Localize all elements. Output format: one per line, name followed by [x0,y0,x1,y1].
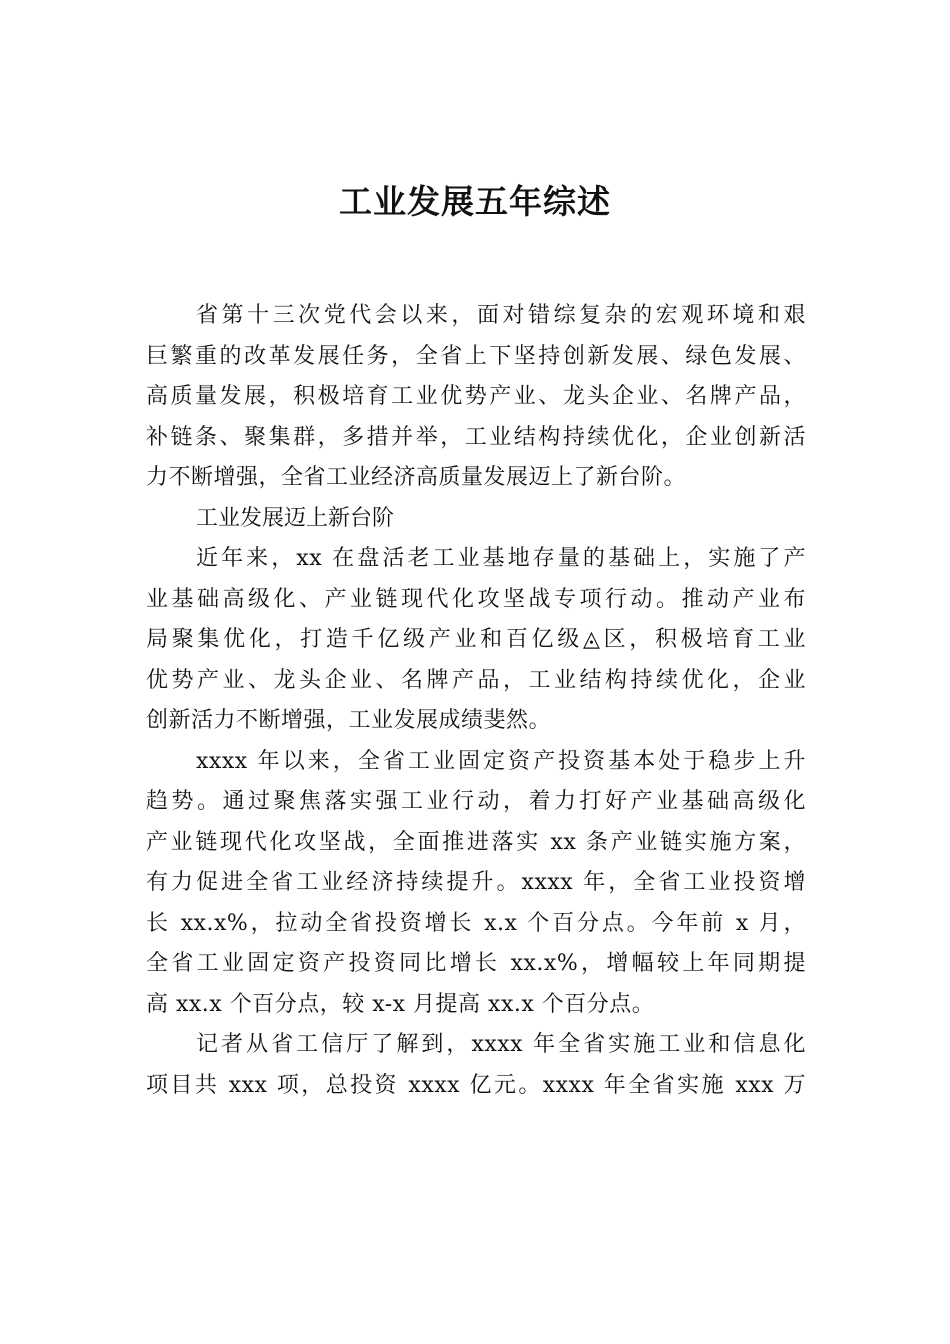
paragraph-line: 趋势。通过聚焦落实强工业行动，着力打好产业基础高级化 [146,789,806,814]
paragraph-line: 项目共 xxx 项，总投资 xxxx 亿元。xxxx 年全省实施 xxx 万 [146,1072,806,1098]
paragraph-line: 力不断增强，全省工业经济高质量发展迈上了新台阶。 [146,465,687,490]
paragraph-line: 巨繁重的改革发展任务，全省上下坚持创新发展、绿色发展、 [146,343,806,369]
paragraph-projects [146,1025,806,1106]
section-heading: 工业发展迈上新台阶 [196,505,395,531]
paragraph-line: 高 xx.x 个百分点，较 x-x 月提高 xx.x 个百分点。 [146,991,655,1017]
paragraph-line: 有力促进全省工业经济持续提升。xxxx 年，全省工业投资增 [146,870,806,895]
paragraph-line: 创新活力不断增强，工业发展成绩斐然。 [146,708,552,733]
paragraph-intro [146,296,806,499]
document-body [146,296,806,1106]
paragraph-line: 长 xx.x%，拉动全省投资增长 x.x 个百分点。今年前 x 月， [146,910,806,936]
paragraph-line: 业基础高级化、产业链现代化攻坚战专项行动。推动产业布 [146,586,806,612]
paragraph-line: 补链条、聚集群，多措并举，工业结构持续优化，企业创新活 [146,424,806,450]
paragraph-line: 省第十三次党代会以来，面对错综复杂的宏观环境和艰 [196,303,806,328]
paragraph-line: 高质量发展，积极培育工业优势产业、龙头企业、名牌产品， [146,384,806,409]
paragraph-line: 产业链现代化攻坚战，全面推进落实 xx 条产业链实施方案， [146,829,806,855]
paragraph-investment [146,742,806,1026]
paragraph-line: xxxx 年以来，全省工业固定资产投资基本处于稳步上升 [196,748,806,774]
paragraph-line: 全省工业固定资产投资同比增长 xx.x%，增幅较上年同期提 [146,951,806,976]
paragraph-line: 记者从省工信厅了解到，xxxx 年全省实施工业和信息化 [196,1032,806,1057]
paragraph-section-1 [146,539,806,742]
paragraph-line: 局聚集优化，打造千亿级产业和百亿级◬区，积极培育工业 [146,627,806,652]
document-title: 工业发展五年综述 [339,182,611,221]
paragraph-line: 优势产业、龙头企业、名牌产品，工业结构持续优化，企业 [146,667,806,693]
paragraph-line: 近年来，xx 在盘活老工业基地存量的基础上，实施了产 [196,546,806,571]
